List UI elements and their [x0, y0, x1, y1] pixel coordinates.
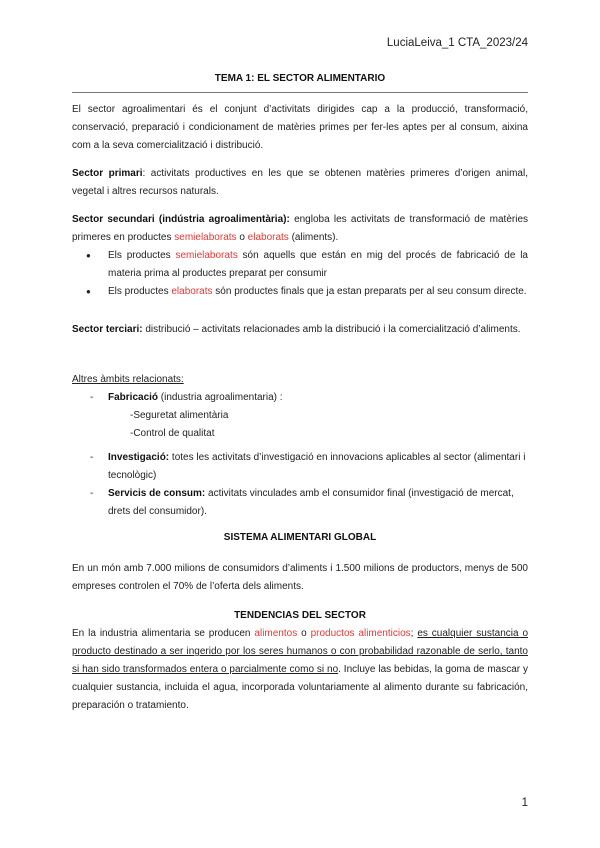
- terciari-label: Sector terciari:: [72, 324, 143, 335]
- secundari-bullet-list: [72, 247, 528, 301]
- title-divider: [72, 92, 528, 93]
- fabricacio-text: (industria agroalimentaria) :: [158, 392, 283, 403]
- bullet-post: són productes finals que ja estan preparats per al seu consum directe.: [212, 286, 527, 297]
- altres-section: [72, 371, 528, 443]
- terciari-text: distribució – activitats relacionades amb la distribució i la comercialització d’aliments.: [142, 324, 521, 335]
- secundari-text-c: (aliments).: [288, 232, 339, 243]
- sistema-heading: SISTEMA ALIMENTARI GLOBAL: [223, 532, 377, 543]
- term-elaborats: elaborats: [247, 232, 289, 243]
- altres-list-2: [72, 449, 528, 521]
- investigacio-label: Investigació:: [108, 452, 170, 463]
- list-item: [72, 389, 528, 407]
- primari-label: Sector primari: [72, 168, 143, 179]
- list-item: [72, 283, 528, 301]
- altres-section-2: [72, 449, 528, 521]
- serveis-label: Servicis de consum:: [108, 488, 206, 499]
- list-item: [72, 449, 528, 485]
- tendencias-post: . Incluye las bebidas, la goma de mascar y cualquier sustancia, incluida el agua, incorporada voluntariamente al alimento durante su fabricación, preparación o tratamiento.: [72, 664, 529, 711]
- tendencias-paragraph: [72, 625, 528, 715]
- investigacio-text: totes les activitats d’investigació en innovacions aplicables al sector (alimentari i tecnològic): [108, 452, 526, 481]
- tendencias-mid: o: [297, 628, 311, 639]
- fabricacio-label: Fabricació: [108, 392, 159, 403]
- tendencias-pre: En la industria alimentaria se producen: [72, 628, 255, 639]
- page-number: 1: [521, 797, 528, 809]
- altres-list: [72, 389, 528, 407]
- intro-text: El sector agroalimentari és el conjunt d’activitats dirigides cap a la producció, transformació, conservació, preparació i condicionament de matèries primes per fer-les aptes per al consum, aixina com a la seva comercialització i distribució.: [72, 104, 528, 151]
- sub-item-seguretat: -Seguretat alimentària: [130, 410, 229, 421]
- primari-text: : activitats productives en les que se obtenen matèries primeres d’origen animal, vegetal i altres recursos naturals.: [72, 168, 528, 197]
- sistema-text: En un món amb 7.000 milions de consumidors d’aliments i 1.500 milions de productors, menys de 500 empreses controlen el 70% de l’oferta dels aliments.: [72, 563, 528, 592]
- bullet-post: són aquells que están en mig del procés de fabricació de la materia prima al productes preparat per consumir: [108, 250, 528, 279]
- list-item: [72, 485, 528, 521]
- secundari-text-b: o: [236, 232, 248, 243]
- tendencias-semicolon: ;: [410, 628, 418, 639]
- bullet-pre: Els productes: [108, 286, 172, 297]
- bullet-term: semielaborats: [175, 250, 238, 261]
- terciari-paragraph: [72, 321, 528, 339]
- page-title: TEMA 1: EL SECTOR ALIMENTARIO: [214, 73, 386, 84]
- altres-heading: Altres àmbits relacionats:: [72, 374, 184, 385]
- sistema-paragraph: [72, 560, 528, 596]
- sub-item-control: -Control de qualitat: [130, 428, 215, 439]
- serveis-text: activitats vinculades amb el consumidor final (investigació de mercat, drets del consumidor).: [108, 488, 514, 517]
- bullet-pre: Els productes: [108, 250, 176, 261]
- header-author-course: LuciaLeiva_1 CTA_2023/24: [386, 37, 528, 49]
- intro-paragraph: [72, 101, 528, 155]
- definition-underlined: es cualquier sustancia o producto destinado a ser ingerido por los seres humanos o con probabilidad razonable de serlo, tanto si han sido transformados entera o parcialmente como si no: [72, 628, 529, 675]
- bullet-term: elaborats: [171, 286, 213, 297]
- secundari-label: Sector secundari (indústria agroalimentària):: [72, 214, 290, 225]
- secundari-text-a: engloba les activitats de transformació de matèries primeres en productes: [72, 214, 529, 243]
- term-semielaborats: semielaborats: [174, 232, 237, 243]
- tendencias-heading: TENDENCIAS DEL SECTOR: [234, 610, 366, 621]
- primari-paragraph: [72, 165, 528, 201]
- secundari-paragraph: [72, 211, 528, 301]
- list-item: [72, 247, 528, 283]
- term-productos-alimenticios: productos alimenticios: [310, 628, 411, 639]
- term-alimentos: alimentos: [254, 628, 298, 639]
